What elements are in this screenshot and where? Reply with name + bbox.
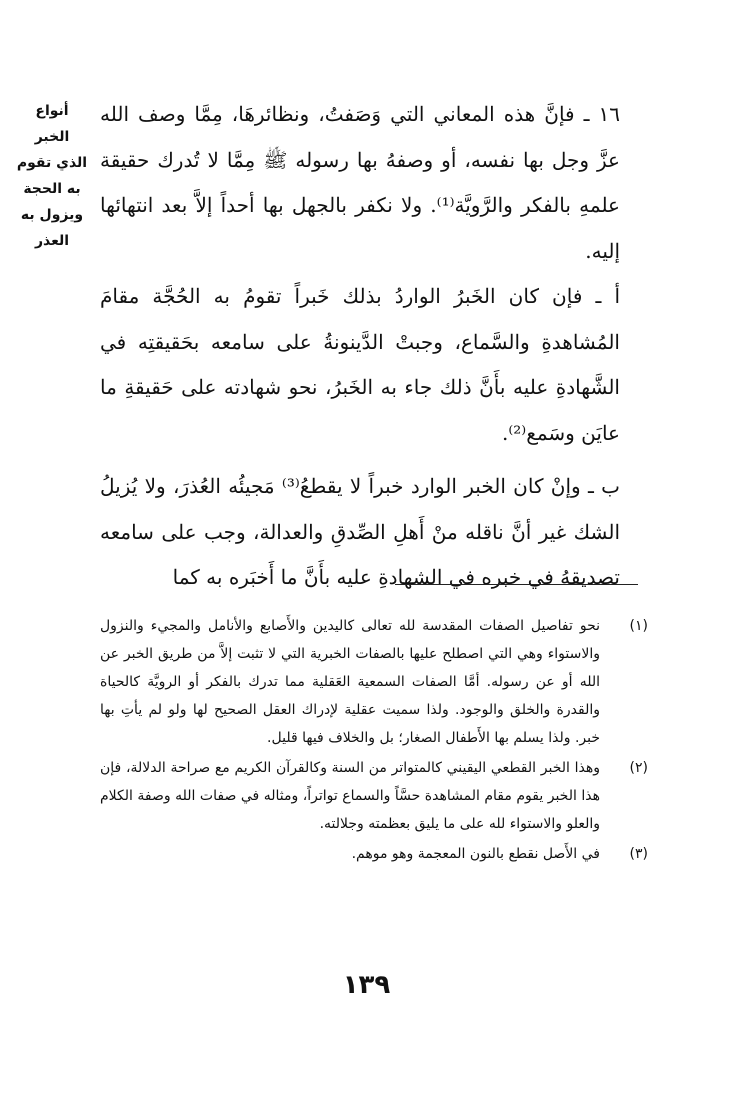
- margin-note-line: العذر: [34, 233, 70, 249]
- margin-note-line: ويزول به: [20, 207, 84, 223]
- footnote-divider: [395, 584, 638, 585]
- footnote-number: (١): [629, 618, 648, 634]
- margin-note-line: أنواع: [35, 103, 69, 119]
- footnote-text: وهذا الخبر القطعي اليقيني كالمتواتر من السنة وكالقرآن الكريم مع صراحة الدلالة، فإن هذا الخبر يقوم مقام المشاهدة حسَّاً والسماع تواتراً، ومثاله في صفات الله وصفة الكلام والعلو والاستواء لله على ما يليق بعظمته وجلالته.: [100, 760, 600, 832]
- footnote-2: [100, 754, 648, 838]
- paragraph-b: ب ـ وإنْ كان الخبر الوارد خبراً لا يقطعُ⁽³⁾ مَجيئُه العُذرَ، ولا يُزيلُ الشك غير أنَّ ناقله منْ أَهلِ الصِّدقِ والعدالة، وجب على سامعه تصديقهُ في خبره في الشهادةِ عليه بأَنَّ ما أَخبَره به كما: [100, 474, 620, 589]
- footnote-text: نحو تفاصيل الصفات المقدسة لله تعالى كاليدين والأَصابع والأنامل والمجيء والنزول والاستواء وهي التي اصطلح عليها بالصفات الخبرية التي لا تثبت إلاَّ من طريق الخبر عن الله أو عن رسوله. أمَّا الصفات السمعية العَقلية مما تدرك بالفكر أو الرويَّة كالحياة والقدرة والخلق والوجود. ولذا سميت عقلية لإدراك العقل الصحيح لها ولو لم يأتِ بها خبر. ولذا يسلم بها الأَطفال الصغار؛ بل والخلاف فيها قليل.: [100, 618, 600, 746]
- footnote-number: (٢): [629, 760, 648, 776]
- margin-note-line: الذي تقوم: [16, 155, 88, 171]
- footnote-1: [100, 612, 648, 752]
- footnote-number: (٣): [629, 846, 648, 862]
- footnotes: [100, 612, 648, 868]
- footnote-3: [100, 840, 648, 868]
- margin-note-line: الخبر: [34, 129, 70, 145]
- paragraph-a: أ ـ فإن كان الخَبرُ الواردُ بذلك خَبراً تقومُ به الحُجَّة مقامَ المُشاهدةِ والسَّماع، وجبتْ الدَّينونةُ على سامعه بحَقيقتِه في الشَّهادةِ عليه بأَنَّ ذلك جاء به الخَبرُ، نحو شهادته على حَقيقةِ ما عايَن وسَمع⁽²⁾.: [100, 284, 620, 445]
- margin-note-line: به الحجة: [23, 181, 81, 197]
- paragraph-16: ١٦ ـ فإنَّ هذه المعاني التي وَصَفتُ، ونظائرهَا، مِمَّا وصف الله عزَّ وجل بها نفسه، أو وصفهُ بها رسوله ﷺ مِمَّا لا تُدرك حقيقة علمهِ بالفكر والرَّويَّة⁽¹⁾. ولا نكفر بالجهل بها أحداً إلاَّ بعد انتهائها إليه.: [100, 102, 620, 263]
- main-text: [100, 92, 620, 601]
- footnote-text: في الأَصل نقطع بالنون المعجمة وهو موهم.: [351, 846, 600, 862]
- margin-note: [10, 98, 94, 254]
- page-number: ١٣٩: [342, 970, 391, 1000]
